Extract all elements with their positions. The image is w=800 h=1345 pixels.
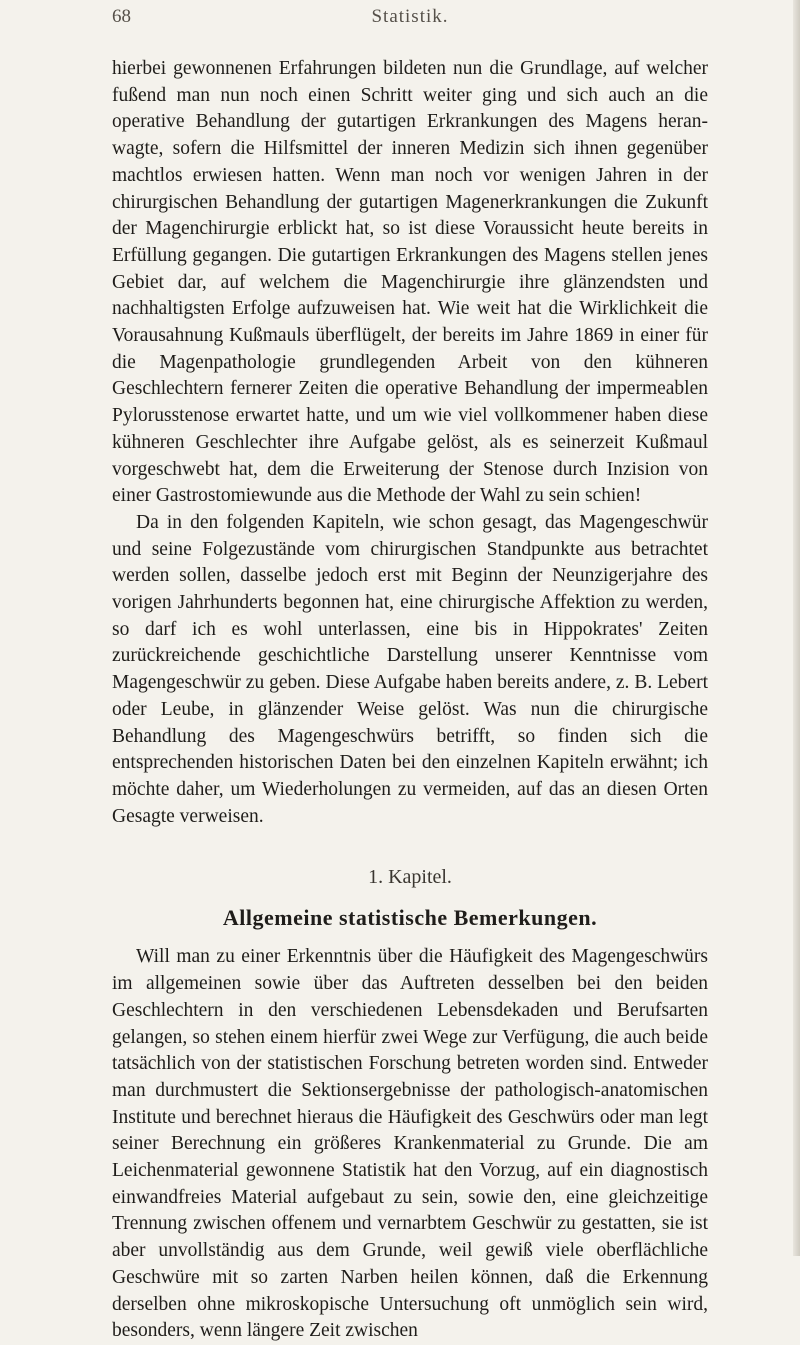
paragraph-3: Will man zu einer Erkenntnis über die Häufigkeit des Magengeschwürs im allgemeinen sowie über das Auftreten desselben bei den beiden Geschlechtern in den verschiedenen Lebensdekaden und Berufsarten gelangen, so stehen einem hierfür zwei Wege zur Verfügung, die auch beide tatsächlich von der statistischen Forschung betreten worden sind. Entweder man durchmustert die Sektionsergebnisse der pathologisch-anatomischen Institute und berechnet hieraus die Häufigkeit des Geschwürs oder man legt seiner Berechnung ein größeres Krankenmaterial zu Grunde. Die am Leichenmaterial gewonnene Statistik hat den Vorzug, auf ein diagnostisch einwandfreies Material aufgebaut zu sein, sowie den, eine gleichzeitige Trennung zwischen offenem und vernarbtem Geschwür zu gestatten, sie ist aber unvollständig aus dem Grunde, weil gewiß viele oberflächliche Geschwüre mit so zarten Narben heilen können, daß die Erkennung derselben ohne mikroskopische Untersuchung oft unmöglich sein wird, besonders, wenn längere Zeit zwischen — [112, 946, 708, 1342]
chapter-number: 1. Kapitel. — [368, 866, 452, 889]
paragraph-2: Da in den folgenden Kapiteln, wie schon gesagt, das Magengeschwür und seine Folgezustände vom chirurgischen Standpunkte aus betrachtet werden sollen, dasselbe jedoch erst mit Beginn der Neunzigerjahre des vorigen Jahrhunderts begonnen hat, eine chirurgische Affektion zu werden, so darf ich es wohl unterlassen, eine bis in Hippokrates' Zeiten zurückreichende geschichtliche Darstellung unserer Kenntnisse vom Magengeschwür zu geben. Diese Aufgabe haben bereits andere, z. B. Lebert oder Leube, in glänzender Weise gelöst. Was nun die chirurgische Behandlung des Magengeschwürs betrifft, so finden sich die entsprechenden historischen Daten bei den einzelnen Kapiteln erwähnt; ich möchte daher, um Wiederholungen zu vermeiden, auf das an diesen Orten Gesagte verweisen. — [112, 511, 708, 827]
page-number: 68 — [112, 6, 131, 27]
page-edge-shadow — [793, 0, 800, 1256]
running-head — [112, 6, 708, 36]
paragraph-1: hierbei gewonnenen Erfahrungen bildeten nun die Grundlage, auf welcher fußend man nun noch einen Schritt weiter ging und sich auch an die operative Behandlung der gutartigen Erkrankungen des Magens heranwagte, sofern die Hilfsmittel der inneren Medizin sich ihnen gegenüber machtlos erwiesen hatten. Wenn man noch vor wenigen Jahren in der chirurgischen Behandlung der gutartigen Magenerkrankungen die Zukunft der Magenchirurgie erblickt hat, so ist diese Voraussicht heute bereits in Erfüllung gegangen. Die gutartigen Erkrankungen des Magens stellen jenes Gebiet dar, auf welchem die Magenchirurgie ihre glänzendsten und nachhaltigsten Erfolge aufzuweisen hat. Wie weit hat die Wirklichkeit die Vorausahnung Kußmauls überflügelt, der bereits im Jahre 1869 in einer für die Magenpathologie grundlegenden Arbeit von den kühneren Geschlechtern fernerer Zeiten die operative Behandlung der impermeablen Pylorusstenose erwartet hatte, und um wie viel vollkommener haben diese kühneren Geschlechter ihre Aufgabe gelöst, als es seinerzeit Kußmaul vorgeschwebt hat, dem die Erweiterung der Stenose durch Inzision von einer Gastrostomiewunde aus die Methode der Wahl zu sein schien! — [112, 58, 708, 507]
running-title: Statistik. — [371, 6, 449, 27]
text-block — [112, 56, 708, 1345]
chapter-title: Allgemeine statistische Bemerkungen. — [222, 905, 598, 931]
